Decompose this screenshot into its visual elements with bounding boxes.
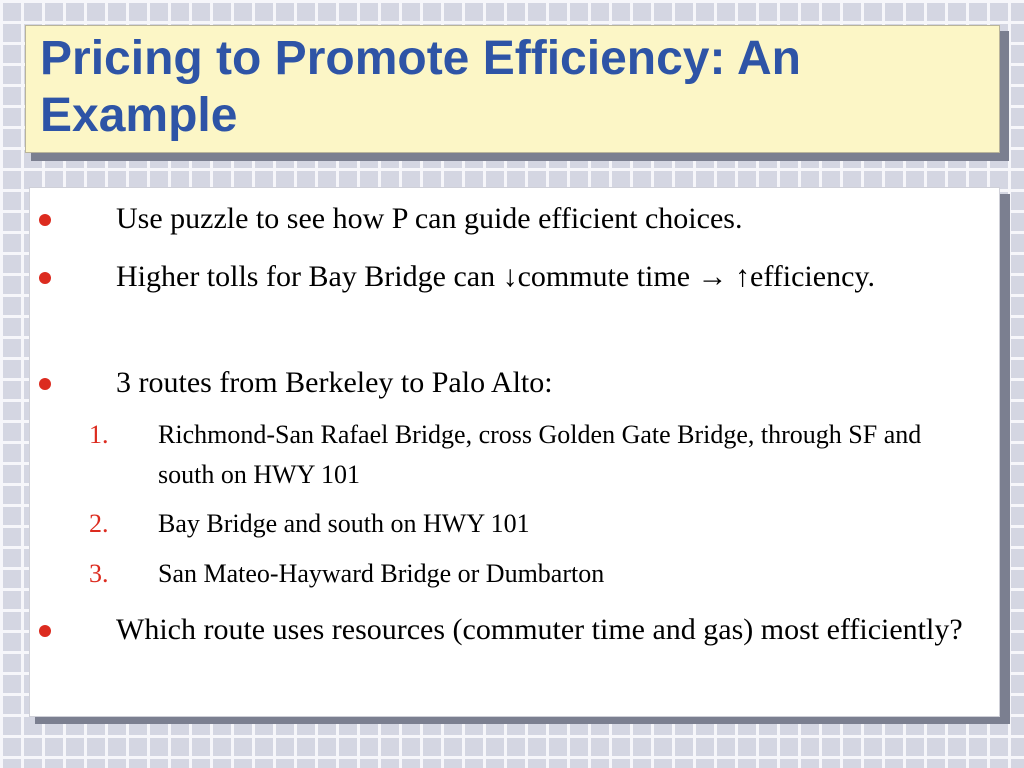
route-item: Bay Bridge and south on HWY 101 <box>158 509 530 538</box>
title-box <box>25 25 1000 153</box>
bullet-dot-icon <box>39 214 51 226</box>
bullet-dot-icon <box>39 272 51 284</box>
route-item: Richmond-San Rafael Bridge, cross Golden Gate Bridge, through SF and south on HWY 101 <box>158 420 922 489</box>
bullet-dot-icon <box>39 625 51 637</box>
bullet-item: Higher tolls for Bay Bridge can ↓commute time → ↑efficiency. <box>116 260 875 293</box>
route-item: San Mateo-Hayward Bridge or Dumbarton <box>158 559 605 588</box>
route-number: 2. <box>89 509 109 538</box>
route-number: 3. <box>89 559 109 588</box>
route-number: 1. <box>89 420 109 449</box>
content-box <box>29 187 1000 717</box>
bullet-item: Which route uses resources (commuter time and gas) most efficiently? <box>116 613 963 646</box>
bullet-dot-icon <box>39 378 51 390</box>
bullet-item: 3 routes from Berkeley to Palo Alto: <box>116 366 553 399</box>
bullet-item: Use puzzle to see how P can guide efficient choices. <box>116 202 743 235</box>
slide-title: Pricing to Promote Efficiency: An Example <box>40 32 801 142</box>
